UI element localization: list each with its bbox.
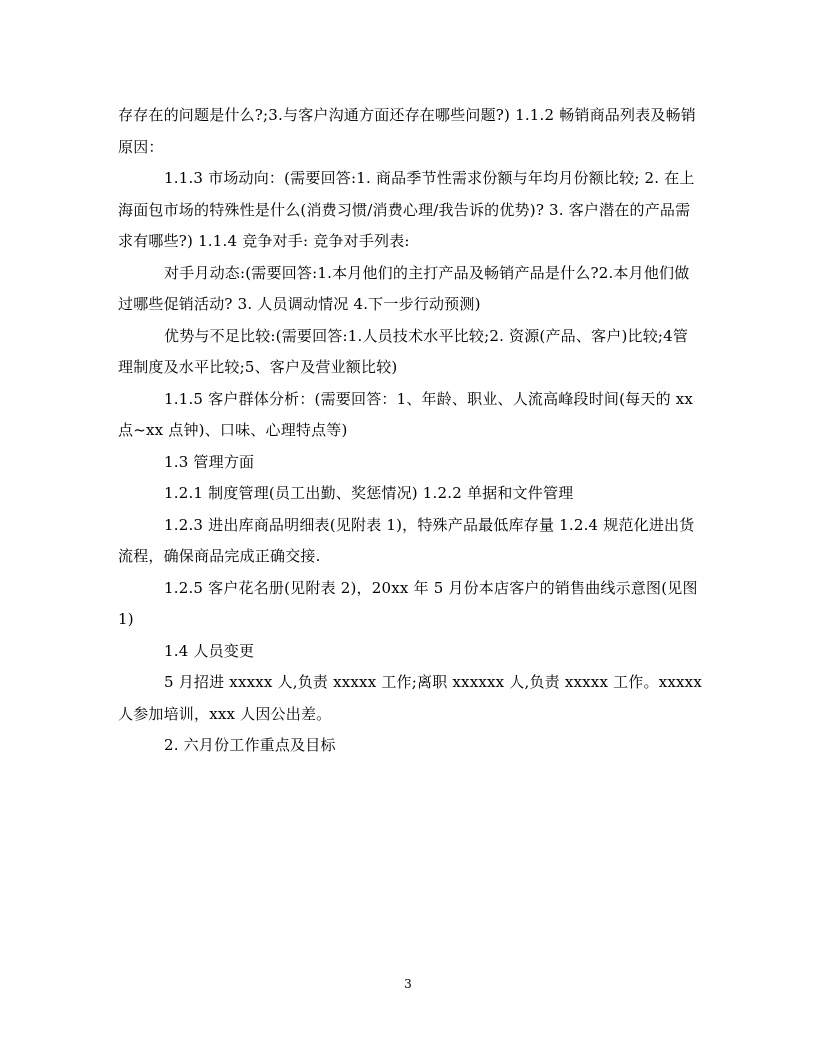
paragraph-inventory: 1.2.3 进出库商品明细表(见附表 1)，特殊产品最低库存量 1.2.4 规范化进出货流程，确保商品完成正确交接.	[118, 515, 695, 565]
heading-management: 1.3 管理方面	[164, 452, 255, 471]
heading-staff-changes: 1.4 人员变更	[164, 641, 255, 660]
page-body	[118, 100, 702, 762]
paragraph-continuation: 存存在的问题是什么?;3.与客户沟通方面还存在哪些问题?) 1.1.2 畅销商品列表及畅销原因：	[118, 106, 697, 156]
paragraph-strengths-weaknesses: 优势与不足比较:(需要回答:1.人员技术水平比较;2. 资源(产品、客户)比较;4管理制度及水平比较;5、客户及营业额比较)	[118, 326, 689, 376]
paragraph-customer-roster: 1.2.5 客户花名册(见附表 2)，20xx 年 5 月份本店客户的销售曲线示意图(见图 1)	[118, 578, 698, 628]
paragraph-market-trend: 1.1.3 市场动向：(需要回答:1. 商品季节性需求份额与年均月份额比较; 2. 在上海面包市场的特殊性是什么(消费习惯/消费心理/我告诉的优势)? 3. 客户潜在的产品需求有哪些?) 1.1.4 竞争对手: 竞争对手列表:	[118, 169, 695, 250]
paragraph-competitor-monthly: 对手月动态:(需要回答:1.本月他们的主打产品及畅销产品是什么?2.本月他们做过哪些促销活动? 3. 人员调动情况 4.下一步行动预测)	[118, 263, 690, 313]
paragraph-staff-changes: 5 月招进 xxxxx 人,负责 xxxxx 工作;离职 xxxxxx 人,负责 xxxxx 工作。xxxxx 人参加培训，xxx 人因公出差。	[118, 673, 702, 723]
paragraph-customer-analysis: 1.1.5 客户群体分析：(需要回答：1、年龄、职业、人流高峰段时间(每天的 xx 点~xx 点钟)、口味、心理特点等)	[118, 389, 694, 439]
heading-june-goals: 2. 六月份工作重点及目标	[164, 736, 336, 754]
page-number: 3	[404, 977, 412, 991]
paragraph-system-management: 1.2.1 制度管理(员工出勤、奖惩情况) 1.2.2 单据和文件管理	[164, 484, 574, 502]
